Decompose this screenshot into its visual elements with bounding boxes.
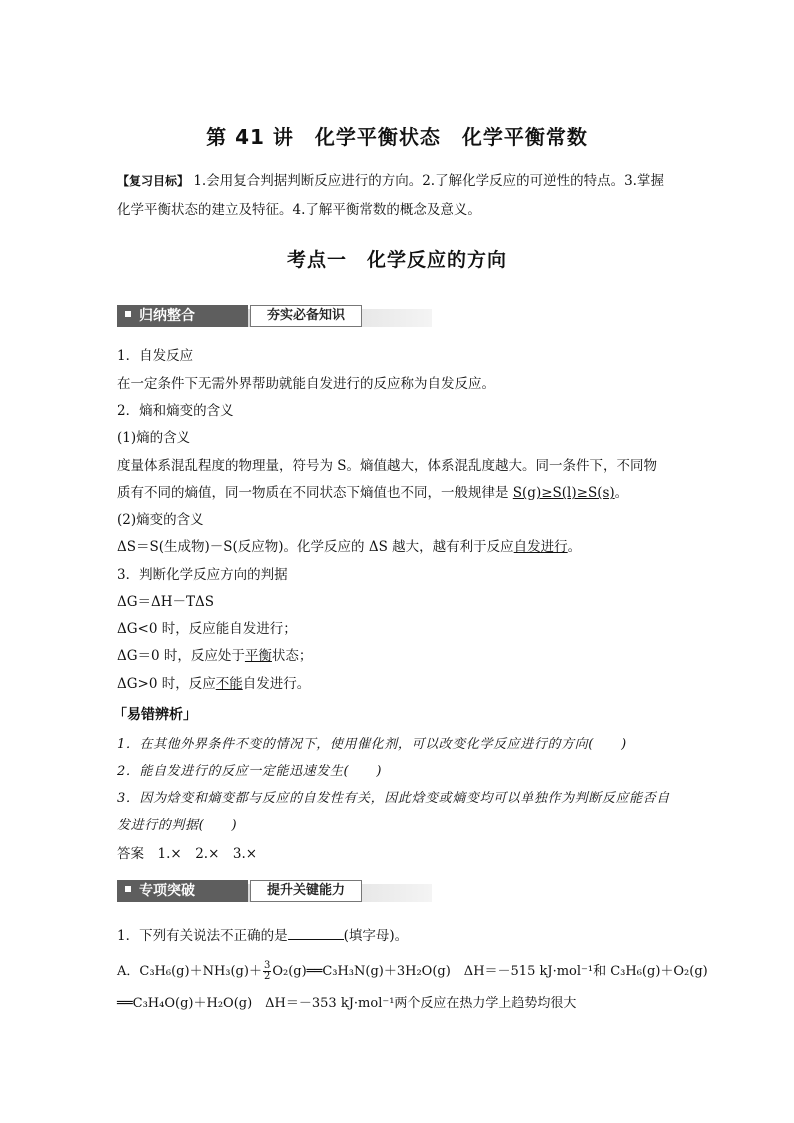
para-entropy-2-text: 质有不同的熵值，同一物质在不同状态下熵值也不同，一般规律是 (117, 485, 513, 501)
review-goals-line-2: 化学平衡状态的建立及特征。4.了解平衡常数的概念及意义。 (117, 202, 481, 218)
heading-criteria: 3．判断化学反应方向的判据 (117, 567, 288, 583)
option-a-line-2: ══C₃H₄O(g)＋H₂O(g) ΔH＝－353 kJ·mol⁻¹两个反应在热力学上趋势均很大 (117, 996, 577, 1011)
error-answers: 答案 1.× 2.× 3.× (117, 846, 258, 862)
banner-left-label (117, 880, 248, 902)
square-bullet-icon (125, 886, 131, 892)
review-goals-line-1 (117, 172, 664, 190)
error-question-2: 2．能自发进行的反应一定能迅速发生( ) (117, 764, 383, 779)
para-entropy-2-end: 。 (614, 485, 629, 501)
fraction-three-halves (263, 961, 271, 982)
banner-left-text: 专项突破 (139, 883, 195, 899)
criterion-positive-text: ΔG>0 时，反应 (117, 676, 216, 692)
criterion-negative: ΔG<0 时，反应能自发进行； (117, 621, 297, 637)
square-bullet-icon (125, 311, 131, 317)
para-entropy-2 (117, 484, 628, 502)
lecture-title: 第 41 讲 化学平衡状态 化学平衡常数 (206, 125, 588, 149)
fraction-denominator: 2 (263, 971, 271, 982)
exercise-question-end: (填字母)。 (343, 928, 409, 944)
exercise-question-text: 1．下列有关说法不正确的是 (117, 928, 288, 944)
review-goals-tag: 【复习目标】 (117, 174, 190, 188)
para-entropy-1: 度量体系混乱程度的物理量，符号为 S。熵值越大，体系混乱度越大。同一条件下，不同物 (117, 458, 658, 474)
heading-entropy: 2．熵和熵变的含义 (117, 403, 234, 419)
underlined-spontaneous: 自发进行 (513, 539, 568, 555)
criterion-zero (117, 647, 312, 665)
para-entropy-change-end: 。 (567, 539, 582, 555)
option-a-line-1 (117, 961, 708, 982)
banner-right-label: 提升关键能力 (250, 880, 362, 902)
error-analysis-title: 「易错辨析」 (113, 707, 197, 723)
formula-gibbs: ΔG＝ΔH－TΔS (117, 594, 215, 610)
criterion-zero-end: 状态； (271, 648, 313, 664)
criterion-positive (117, 675, 310, 693)
exercise-question-1 (117, 926, 408, 945)
error-question-3-line-1: 3．因为焓变和熵变都与反应的自发性有关，因此焓变或熵变均可以单独作为判断反应能否自 (117, 791, 670, 806)
banner-breakthrough (117, 880, 432, 904)
para-entropy-change (117, 538, 581, 556)
option-a-label: A． (117, 964, 140, 979)
para-entropy-change-text: ΔS＝S(生成物)－S(反应物)。化学反应的 ΔS 越大，越有利于反应 (117, 539, 514, 555)
heading-spontaneous: 1．自发反应 (117, 348, 194, 364)
underlined-equilibrium: 平衡 (244, 648, 272, 664)
banner-induction (117, 305, 432, 329)
answer-blank[interactable] (288, 926, 344, 940)
entropy-rule: S(g)≥S(l)≥S(s) (512, 485, 615, 501)
banner-left-label (117, 305, 248, 327)
error-question-1: 1．在其他外界条件不变的情况下，使用催化剂，可以改变化学反应进行的方向( ) (117, 737, 627, 752)
fraction-numerator: 3 (263, 960, 271, 971)
option-a-reaction-1: C₃H₆(g)＋NH₃(g)＋ (139, 964, 262, 979)
subheading-entropy-change: (2)熵变的含义 (117, 512, 204, 528)
section-title: 考点一 化学反应的方向 (286, 249, 507, 271)
criterion-zero-text: ΔG＝0 时，反应处于 (117, 648, 245, 664)
para-spontaneous: 在一定条件下无需外界帮助就能自发进行的反应称为自发反应。 (117, 376, 495, 392)
criterion-positive-end: 自发进行。 (242, 676, 311, 692)
option-a-reaction-1-rest: O₂(g)══C₃H₃N(g)＋3H₂O(g) ΔH＝－515 kJ·mol⁻¹和 C₃H₆(g)＋O₂(g) (272, 964, 708, 979)
banner-right-label: 夯实必备知识 (250, 305, 362, 327)
error-question-3-line-2: 发进行的判据( ) (117, 818, 238, 833)
review-goals-text-1: 1.会用复合判据判断反应进行的方向。2.了解化学反应的可逆性的特点。3.掌握 (193, 173, 664, 189)
subheading-entropy-meaning: (1)熵的含义 (117, 430, 191, 446)
underlined-cannot: 不能 (215, 676, 243, 692)
banner-left-text: 归纳整合 (139, 308, 195, 324)
